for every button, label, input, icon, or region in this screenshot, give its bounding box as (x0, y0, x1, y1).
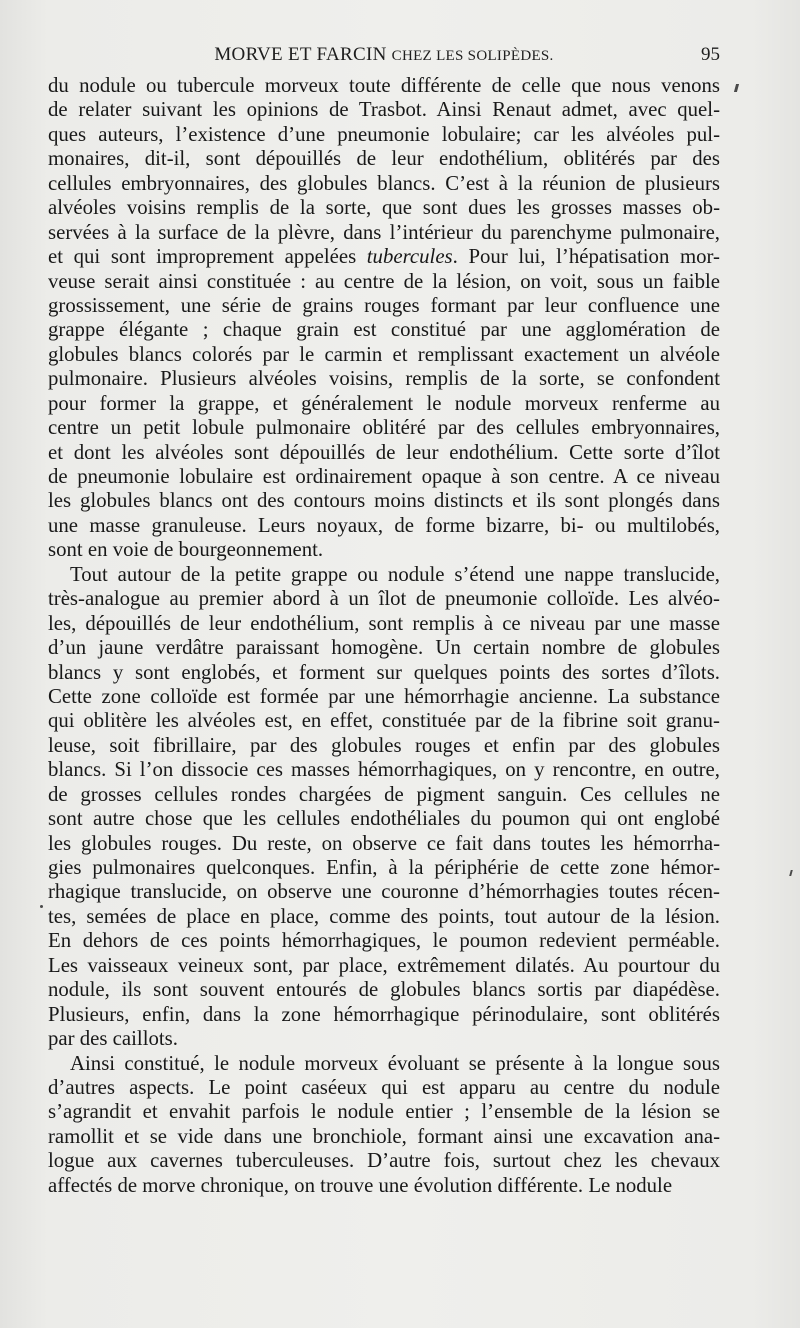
text-line: les globules blancs ont des contours moins distincts et ils sont plongés dans (48, 489, 720, 513)
text-line: par des caillots. (48, 1027, 178, 1051)
page-header (48, 44, 720, 72)
emphasized-term: tubercules (366, 245, 453, 269)
text-line: cellules embryonnaires, des globules blancs. C’est à la réunion de plusieurs (48, 171, 720, 195)
text-line: gies pulmonaires quelconques. Enfin, à la périphérie de cette zone hémor- (48, 856, 720, 879)
text-line: grappe élégante ; chaque grain est constitué par une agglomération de (48, 318, 720, 342)
text-line: d’autres aspects. Le point caséeux qui est apparu au centre du nodule (48, 1075, 720, 1099)
text-line: s’agrandit et envahit parfois le nodule entier ; l’ensemble de la lésion se (48, 1100, 720, 1124)
text-line: très-analogue au premier abord à un îlot de pneumonie colloïde. Les alvéo- (48, 587, 720, 611)
text-line: affectés de morve chronique, on trouve une évolution différente. Le nodule (48, 1173, 673, 1197)
text-line: sont autre chose que les cellules endothéliales du poumon qui ont englobé (48, 807, 720, 831)
text-line: Tout autour de la petite grappe ou nodule s’étend une nappe translucide, (70, 562, 720, 586)
running-head-small: CHEZ LES SOLIPÈDES. (391, 48, 554, 64)
text-line: de relater suivant les opinions de Trasbot. Ainsi Renaut admet, avec quel- (48, 98, 720, 122)
text-line: Plusieurs, enfin, dans la zone hémorrhagique périnodulaire, sont oblitérés (48, 1002, 720, 1026)
text-line: alvéoles voisins remplis de la sorte, que sont dues les grosses masses ob- (48, 196, 720, 220)
text-line: nodule, ils sont souvent entourés de globules blancs sortis par diapédèse. (48, 978, 720, 1002)
text-line: Cette zone colloïde est formée par une hémorrhagie ancienne. La substance (48, 684, 720, 708)
text-line: les globules rouges. Du reste, on observe ce fait dans toutes les hémorrha- (48, 831, 720, 855)
text-line: ramollit et se vide dans une bronchiole, formant ainsi une excavation ana- (48, 1124, 720, 1148)
text-line: tes, semées de place en place, comme des points, tout autour de la lésion. (48, 904, 720, 928)
text-line: globules blancs colorés par le carmin et remplissant exactement un alvéole (48, 342, 720, 366)
text-line: blancs. Si l’on dissocie ces masses hémorrhagiques, on y rencontre, en outre, (48, 758, 720, 782)
text-line: sont en voie de bourgeonnement. (48, 538, 324, 562)
text-line: monaires, dit-il, sont dépouillés de leur endothélium, oblitérés par des (48, 147, 720, 171)
text-line: ques auteurs, l’existence d’une pneumonie lobulaire; car les alvéoles pul- (48, 122, 720, 146)
text-line: veuse serait ainsi constituée : au centre de la lésion, on voit, sous un faible (48, 269, 720, 293)
paragraph (48, 1052, 720, 1199)
text-line: blancs y sont englobés, et forment sur quelques points des sortes d’îlots. (48, 660, 720, 684)
running-head (48, 44, 720, 66)
margin-mark (789, 870, 793, 876)
running-head-main: MORVE ET FARCIN (214, 44, 387, 65)
text-line: d’un jaune verdâtre paraissant homogène. Un certain nombre de globules (48, 636, 720, 660)
text-line: Ainsi constitué, le nodule morveux évoluant se présente à la longue sous (70, 1051, 720, 1075)
text-line: pour former la grappe, et généralement le nodule morveux renferme au (48, 391, 720, 415)
margin-dot (40, 905, 43, 908)
text-line: pulmonaire. Plusieurs alvéoles voisins, remplis de la sorte, se confondent (48, 367, 720, 391)
text-line: logue aux cavernes tuberculeuses. D’autre fois, surtout chez les chevaux (48, 1149, 720, 1173)
text-line: servées à la surface de la plèvre, dans l’intérieur du parenchyme pulmonaire, (48, 220, 720, 244)
text-line: qui oblitère les alvéoles est, en effet, constituée par de la fibrine soit granu- (48, 709, 720, 733)
text-line: et dont les alvéoles sont dépouillés de leur endothélium. Cette sorte d’îlot (48, 440, 720, 464)
text-line: une masse granuleuse. Leurs noyaux, de forme bizarre, bi- ou multilobés, (48, 513, 720, 537)
margin-mark (734, 84, 739, 92)
text-line: du nodule ou tubercule morveux toute différente de celle que nous venons (48, 74, 720, 97)
text-line: de grosses cellules rondes chargées de pigment sanguin. Ces cellules ne (48, 782, 720, 806)
text-line: rhagique translucide, on observe une couronne d’hémorrhagies toutes récen- (48, 880, 720, 904)
text-line: leuse, soit fibrillaire, par des globules rouges et enfin par des globules (48, 733, 720, 757)
text-line: de pneumonie lobulaire est ordinairement opaque à son centre. A ce niveau (48, 465, 720, 488)
text-line: les, dépouillés de leur endothélium, sont remplis à ce niveau par une masse (48, 611, 720, 635)
text-line: et qui sont improprement appelées tubercules. Pour lui, l’hépatisation mor- (48, 245, 720, 269)
text-line: Les vaisseaux veineux sont, par place, extrêmement dilatés. Au pourtour du (48, 953, 720, 977)
text-line: En dehors de ces points hémorrhagiques, le poumon redevient perméable. (48, 929, 720, 953)
text-line: grossissement, une série de grains rouges formant par leur confluence une (48, 293, 720, 317)
paragraph (48, 563, 720, 1052)
body-text (48, 74, 720, 1198)
page-number: 95 (701, 44, 720, 65)
paragraph (48, 74, 720, 563)
text-line: centre un petit lobule pulmonaire oblitéré par des cellules embryonnaires, (48, 416, 720, 440)
